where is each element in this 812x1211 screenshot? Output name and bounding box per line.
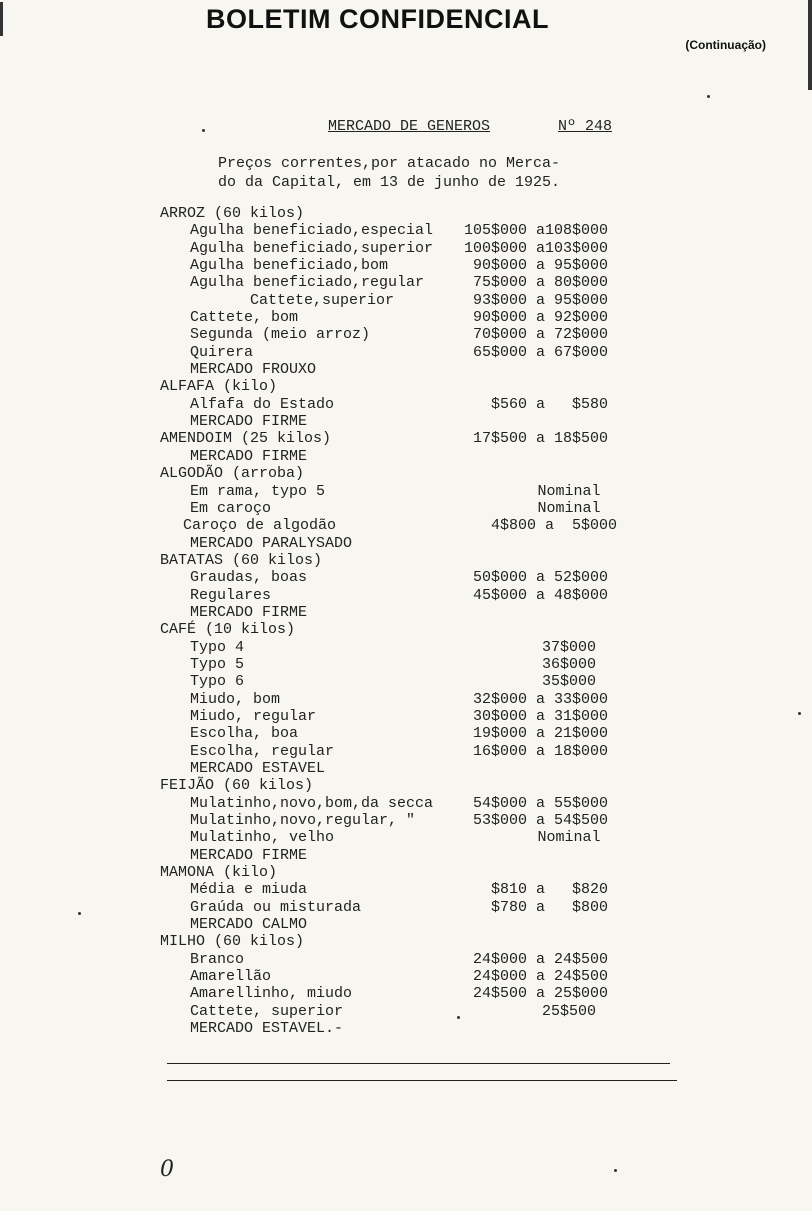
item-price: Nominal (537, 499, 601, 517)
continuation-label: (Continuação) (685, 38, 766, 52)
intro-line-1: Preços correntes,por atacado no Merca- (218, 155, 561, 172)
price-row (0, 829, 812, 846)
commodity-heading: MILHO (60 kilos) (160, 933, 305, 951)
price-row (0, 274, 812, 291)
item-label: Caroço de algodão (183, 517, 337, 535)
item-label: MERCADO ESTAVEL.- (190, 1020, 344, 1038)
handwritten-mark: 0 (160, 1157, 174, 1182)
right-edge-mark (808, 0, 812, 90)
item-label: Typo 4 (190, 638, 245, 656)
item-price: 4$800 a 5$000 (464, 517, 618, 535)
item-label: Escolha, boa (190, 725, 299, 743)
item-price: 53$000 a 54$500 (464, 812, 609, 830)
speck (78, 912, 81, 915)
item-label: Em rama, typo 5 (190, 482, 326, 500)
item-price: Nominal (537, 482, 601, 500)
item-label: Cattete, bom (190, 309, 299, 327)
item-label: Amarellão (190, 968, 272, 986)
item-label: MERCADO FROUXO (190, 361, 317, 379)
price-row (0, 604, 812, 621)
item-price: 19$000 a 21$000 (464, 725, 609, 743)
speck (202, 129, 205, 132)
item-label: Mulatinho,novo,bom,da secca (190, 794, 434, 812)
price-row (0, 361, 812, 378)
item-label: Cattete, superior (190, 1002, 344, 1020)
price-row (0, 344, 812, 361)
price-list (0, 205, 812, 1038)
item-label: Typo 5 (190, 655, 245, 673)
price-row (0, 257, 812, 274)
price-row (0, 916, 812, 933)
price-row (0, 864, 812, 881)
item-price: 100$000 a103$000 (464, 239, 609, 257)
bulletin-number: Nº 248 (558, 118, 613, 135)
item-label: Typo 6 (190, 673, 245, 691)
item-price: 30$000 a 31$000 (464, 707, 609, 725)
commodity-heading: BATATAS (60 kilos) (160, 551, 323, 569)
price-row (0, 899, 812, 916)
item-price: 93$000 a 95$000 (464, 291, 609, 309)
item-label: Miudo, bom (190, 690, 281, 708)
item-label: Cattete,superior (250, 291, 395, 309)
item-price: 65$000 a 67$000 (464, 343, 609, 361)
price-row (0, 413, 812, 430)
price-row (0, 795, 812, 812)
speck (614, 1169, 617, 1172)
commodity-heading: MAMONA (kilo) (160, 864, 278, 882)
item-price: 24$000 a 24$500 (464, 950, 609, 968)
section-intro (218, 154, 560, 192)
price-row (0, 639, 812, 656)
item-label: Amarellinho, miudo (190, 985, 353, 1003)
item-price: 70$000 a 72$000 (464, 326, 609, 344)
price-row (0, 621, 812, 638)
item-price: 105$000 a108$000 (464, 222, 609, 240)
item-price: 90$000 a 92$000 (464, 309, 609, 327)
commodity-heading: ARROZ (60 kilos) (160, 205, 305, 222)
item-price: 17$500 a 18$500 (464, 430, 609, 448)
item-label: MERCADO FIRME (190, 846, 308, 864)
price-row (0, 552, 812, 569)
price-row (0, 933, 812, 950)
item-price: 90$000 a 95$000 (464, 257, 609, 275)
item-label: MERCADO CALMO (190, 916, 308, 934)
price-row (0, 673, 812, 690)
price-row (0, 881, 812, 898)
item-price: 37$000 (541, 638, 596, 656)
price-row (0, 587, 812, 604)
item-label: MERCADO PARALYSADO (190, 534, 353, 552)
price-row (0, 691, 812, 708)
price-row (0, 500, 812, 517)
item-label: Quirera (190, 343, 254, 361)
price-row (0, 725, 812, 742)
price-row (0, 985, 812, 1002)
price-row (0, 396, 812, 413)
item-label: MERCADO FIRME (190, 447, 308, 465)
item-label: Regulares (190, 586, 272, 604)
price-row (0, 1003, 812, 1020)
item-label: Segunda (meio arroz) (190, 326, 371, 344)
divider-line-2 (167, 1080, 677, 1081)
item-label: Escolha, regular (190, 742, 335, 760)
item-price: 16$000 a 18$000 (464, 742, 609, 760)
commodity-heading: AMENDOIM (25 kilos) (160, 430, 332, 448)
speck (707, 95, 710, 98)
price-row (0, 205, 812, 222)
item-price: 35$000 (541, 673, 596, 691)
price-row (0, 430, 812, 447)
price-row (0, 240, 812, 257)
section-title: MERCADO DE GENEROS (328, 118, 491, 135)
price-row (0, 743, 812, 760)
item-label: Mulatinho, velho (190, 829, 335, 847)
price-row (0, 517, 812, 534)
price-row (0, 968, 812, 985)
item-label: MERCADO FIRME (190, 603, 308, 621)
bulletin-title: BOLETIM CONFIDENCIAL (206, 4, 549, 34)
price-row (0, 656, 812, 673)
price-row (0, 309, 812, 326)
speck (457, 1016, 460, 1019)
item-price: 24$000 a 24$500 (464, 968, 609, 986)
price-row (0, 777, 812, 794)
divider-line-1 (167, 1063, 670, 1064)
item-label: Graudas, boas (190, 569, 308, 587)
price-row (0, 847, 812, 864)
left-edge-mark (0, 2, 3, 36)
item-price: $810 a $820 (464, 881, 609, 899)
item-label: Alfafa do Estado (190, 395, 335, 413)
price-row (0, 535, 812, 552)
price-row (0, 951, 812, 968)
price-row (0, 569, 812, 586)
item-price: 36$000 (541, 655, 596, 673)
item-label: Em caroço (190, 499, 272, 517)
item-label: MERCADO FIRME (190, 413, 308, 431)
price-row (0, 760, 812, 777)
price-row (0, 708, 812, 725)
item-price: 50$000 a 52$000 (464, 569, 609, 587)
commodity-heading: FEIJÃO (60 kilos) (160, 777, 314, 795)
speck (798, 712, 801, 715)
item-price: 25$500 (541, 1002, 596, 1020)
item-price: 24$500 a 25$000 (464, 985, 609, 1003)
item-price: Nominal (537, 829, 601, 847)
item-label: Branco (190, 950, 245, 968)
price-row (0, 1020, 812, 1037)
item-label: Agulha beneficiado,bom (190, 257, 389, 275)
item-label: Graúda ou misturada (190, 898, 362, 916)
price-row (0, 378, 812, 395)
item-price: 32$000 a 33$000 (464, 690, 609, 708)
item-label: Miudo, regular (190, 707, 317, 725)
commodity-heading: ALGODÃO (arroba) (160, 465, 305, 483)
item-price: 54$000 a 55$000 (464, 794, 609, 812)
price-row (0, 483, 812, 500)
item-price: 45$000 a 48$000 (464, 586, 609, 604)
item-price: $560 a $580 (464, 395, 609, 413)
price-row (0, 465, 812, 482)
section-heading (328, 118, 628, 135)
item-label: MERCADO ESTAVEL (190, 760, 326, 777)
item-label: Mulatinho,novo,regular, " (190, 812, 416, 830)
price-row (0, 326, 812, 343)
item-label: Agulha beneficiado,superior (190, 239, 434, 257)
price-row (0, 448, 812, 465)
price-row (0, 812, 812, 829)
item-label: Agulha beneficiado,especial (190, 222, 434, 240)
price-row (0, 222, 812, 239)
item-label: Média e miuda (190, 881, 308, 899)
item-price: 75$000 a 80$000 (464, 274, 609, 292)
intro-line-2: do da Capital, em 13 de junho de 1925. (218, 174, 561, 191)
price-row (0, 292, 812, 309)
item-price: $780 a $800 (464, 898, 609, 916)
commodity-heading: ALFAFA (kilo) (160, 378, 278, 396)
commodity-heading: CAFÉ (10 kilos) (160, 621, 296, 639)
item-label: Agulha beneficiado,regular (190, 274, 425, 292)
